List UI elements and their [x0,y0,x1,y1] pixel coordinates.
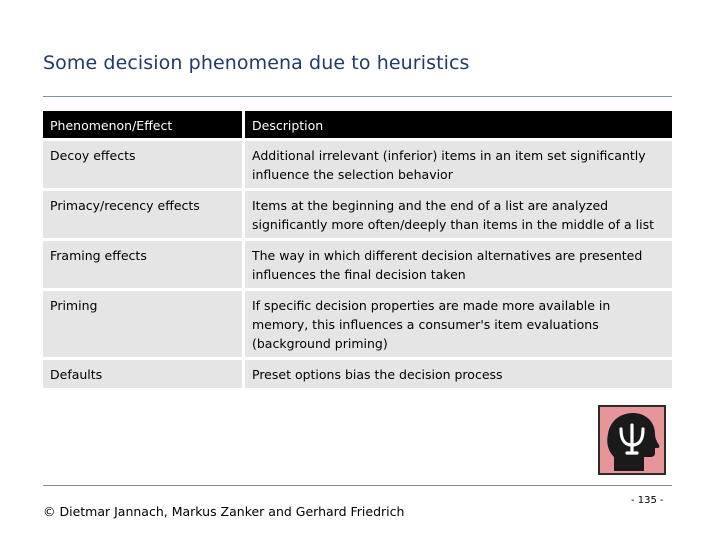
slide-title: Some decision phenomena due to heuristics [43,52,470,74]
table-row [43,191,672,238]
table-row [43,291,672,357]
phenomenon-cell: Priming [43,291,242,357]
table-header-row [43,111,672,138]
description-cell: Items at the beginning and the end of a list are analyzed significantly more often/deeply than items in the middle of a list [245,191,672,238]
description-cell: Preset options bias the decision process [245,360,672,388]
phenomenon-cell: Primacy/recency effects [43,191,242,238]
table-row [43,360,672,388]
description-cell: If specific decision properties are made more available in memory, this influences a consumer's item evaluations (background priming) [245,291,672,357]
title-divider [43,96,672,97]
header-description: Description [245,111,672,138]
phenomenon-cell: Decoy effects [43,141,242,188]
phenomena-table [43,111,672,391]
footer-credit: © Dietmar Jannach, Markus Zanker and Gerhard Friedrich [43,504,405,519]
psi-head-logo-icon [598,405,666,475]
table-row [43,141,672,188]
page-number: - 135 - [631,495,664,506]
header-phenomenon: Phenomenon/Effect [43,111,242,138]
description-cell: The way in which different decision alternatives are presented influences the final decision taken [245,241,672,288]
phenomenon-cell: Defaults [43,360,242,388]
phenomenon-cell: Framing effects [43,241,242,288]
description-cell: Additional irrelevant (inferior) items in an item set significantly influence the selection behavior [245,141,672,188]
footer-divider [43,485,672,486]
table-row [43,241,672,288]
